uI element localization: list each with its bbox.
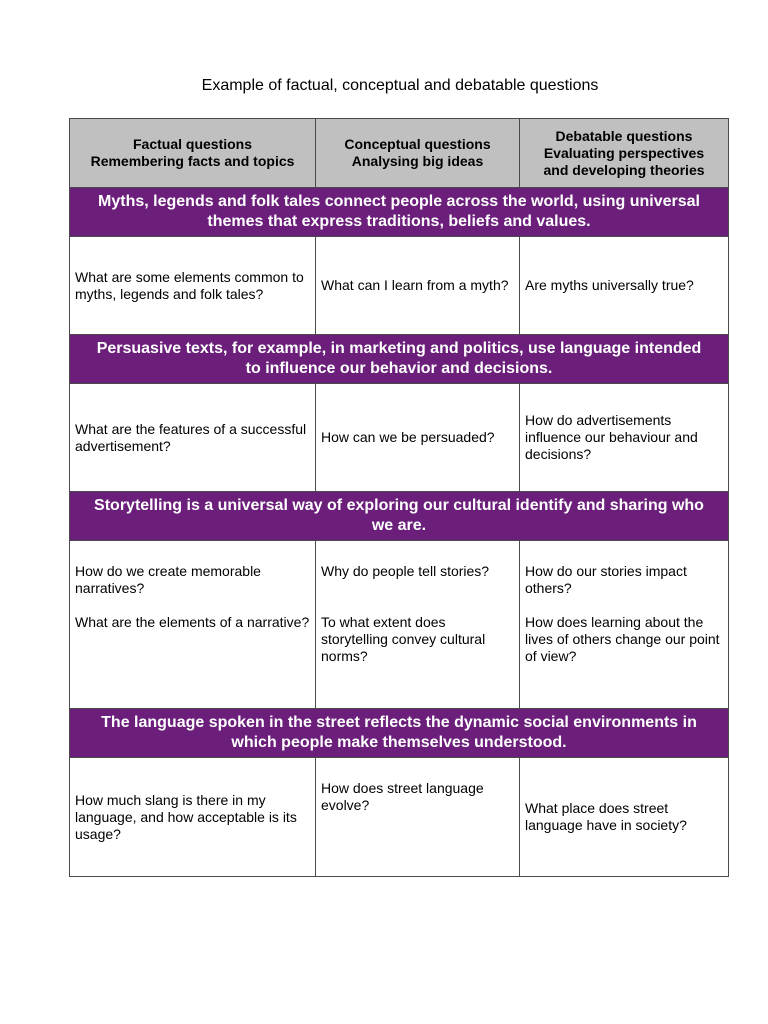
- theme-row: [70, 709, 729, 758]
- debatable-question: [520, 237, 729, 335]
- factual-question: [70, 384, 316, 492]
- header-debatable: [520, 119, 729, 188]
- question-text: How does street language evolve?: [321, 780, 484, 813]
- question-text: How does learning about the lives of others change our point of view?: [525, 614, 720, 664]
- theme-statement: The language spoken in the street reflects the dynamic social environments in which people make themselves understood.: [70, 709, 729, 758]
- header-sublabel: Analysing big ideas: [351, 153, 484, 169]
- question-text: What are some elements common to myths, legends and folk tales?: [75, 268, 304, 302]
- question-row: [70, 384, 729, 492]
- header-sublabel: Evaluating perspectives: [543, 144, 705, 161]
- question-text: What are the features of a successful advertisement?: [75, 420, 307, 454]
- page-title: Example of factual, conceptual and debatable questions: [201, 77, 599, 94]
- debatable-question: [520, 384, 729, 492]
- header-sublabel: and developing theories: [543, 161, 705, 178]
- question-text: To what extent does storytelling convey cultural norms?: [321, 614, 486, 664]
- question-text: What place does street language have in society?: [525, 800, 687, 833]
- header-conceptual: [316, 119, 520, 188]
- conceptual-question: [316, 758, 520, 877]
- question-text: Are myths universally true?: [525, 277, 694, 293]
- factual-question: [70, 237, 316, 335]
- theme-statement: Storytelling is a universal way of exploring our cultural identify and sharing who we are.: [70, 492, 729, 541]
- conceptual-question: [316, 384, 520, 492]
- theme-statement: Persuasive texts, for example, in marketing and politics, use language intended to influence our behavior and decisions.: [70, 335, 729, 384]
- theme-row: [70, 188, 729, 237]
- questions-table: [69, 118, 729, 877]
- debatable-question: [520, 541, 729, 709]
- conceptual-question: [316, 237, 520, 335]
- question-text: How can we be persuaded?: [321, 429, 495, 445]
- header-factual: [70, 119, 316, 188]
- factual-question: [70, 541, 316, 709]
- question-row: [70, 758, 729, 877]
- question-row: [70, 237, 729, 335]
- header-label: Debatable questions: [555, 127, 693, 144]
- debatable-question: [520, 758, 729, 877]
- question-text: What are the elements of a narrative?: [75, 614, 310, 630]
- factual-question: [70, 758, 316, 877]
- theme-row: [70, 335, 729, 384]
- table-header-row: [70, 119, 729, 188]
- question-text: How much slang is there in my language, and how acceptable is its usage?: [75, 791, 297, 842]
- question-text: Why do people tell stories?: [321, 563, 490, 579]
- question-text: How do our stories impact others?: [525, 563, 687, 596]
- header-label: Conceptual questions: [344, 136, 491, 152]
- header-label: Factual questions: [132, 136, 253, 152]
- question-row: [70, 541, 729, 709]
- question-text: How do advertisements influence our behaviour and decisions?: [525, 412, 698, 462]
- question-text: How do we create memorable narratives?: [75, 563, 261, 596]
- theme-statement: Myths, legends and folk tales connect people across the world, using universal themes that express traditions, beliefs and values.: [70, 188, 729, 237]
- question-text: What can I learn from a myth?: [321, 277, 509, 293]
- header-sublabel: Remembering facts and topics: [90, 153, 295, 169]
- theme-row: [70, 492, 729, 541]
- conceptual-question: [316, 541, 520, 709]
